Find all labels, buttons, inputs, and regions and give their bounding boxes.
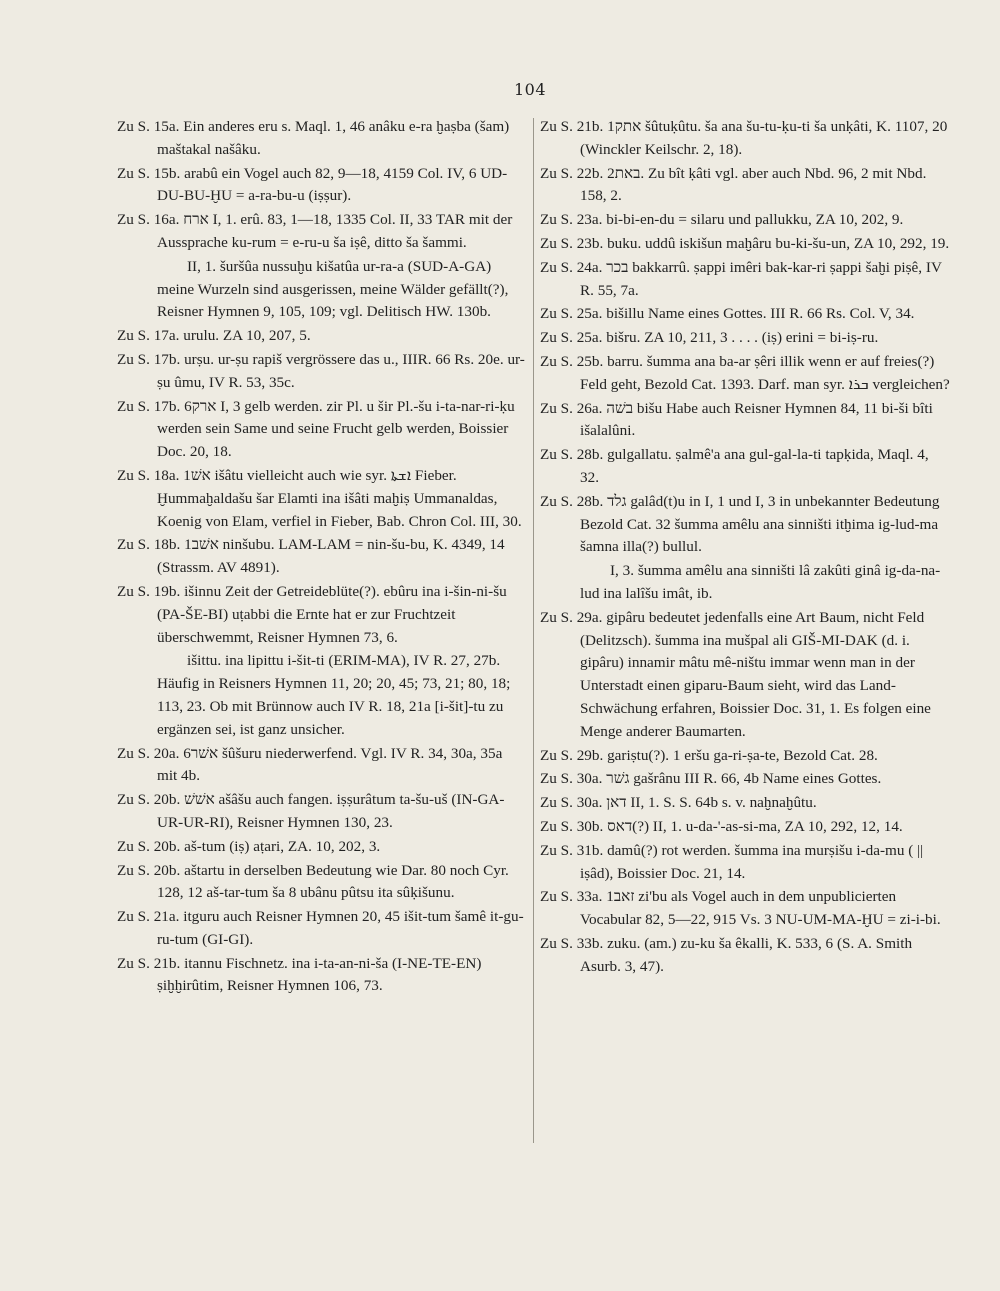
entry: Zu S. 23b. buku. uddû iskišun maḫâru bu-ki-šu-un, ZA 10, 292, 19. <box>540 234 950 252</box>
entry: Zu S. 17b. ארק6 I, 3 gelb werden. zir Pl. u šir Pl.-šu i-ta-nar-ri-ḳu werden sein Same und seine Frucht gelb werden, Boissier Doc. 20, 18. <box>117 397 515 461</box>
left-column <box>117 116 525 999</box>
entry: Zu S. 30a. דאן II, 1. S. S. 64b s. v. naḫnaḫûtu. <box>540 794 817 812</box>
entry: Zu S. 24a. בכר bakkarrû. ṣappi imêri bak-kar-ri ṣappi šaḫi piṣê, IV R. 55, 7a. <box>540 258 942 299</box>
entry: Zu S. 18a. אשׁ1 išâtu vielleicht auch wie syr. ܐܫܬܐ Fieber. Ḫummaḫaldašu šar Elamti ina išâti maḫiṣ Ummanaldas, Koenig von Elam, verfiel in Fieber, Bab. Chron Col. III, 30. <box>117 466 522 530</box>
entry: Zu S. 23a. bi-bi-en-du = silaru und pallukku, ZA 10, 202, 9. <box>540 211 904 229</box>
entry: Zu S. 22b. באת2. Zu bît ḳâti vgl. aber auch Nbd. 96, 2 mit Nbd. 158, 2. <box>540 164 927 205</box>
entry: Zu S. 15b. arabû ein Vogel auch 82, 9—18, 4159 Col. IV, 6 UD-DU-BU-ḪU = a-ra-bu-u (iṣṣur). <box>117 164 508 205</box>
entry: Zu S. 26a. בשׁה bišu Habe auch Reisner Hymnen 84, 11 bi-ši bîti išalalûni. <box>540 399 933 440</box>
entry: Zu S. 15a. Ein anderes eru s. Maql. 1, 46 anâku e-ra ḫaṣba (šam) maštakal našâku. <box>117 118 510 158</box>
entry: Zu S. 29b. gariṣtu(?). 1 eršu ga-ri-ṣa-te, Bezold Cat. 28. <box>540 746 878 764</box>
page-number: 104 <box>513 80 547 99</box>
entry: Zu S. 28b. gulgallatu. ṣalmê'a ana gul-gal-la-ti tapḳida, Maql. 4, 32. <box>540 446 929 486</box>
entry: Zu S. 25a. bišru. ZA 10, 211, 3 . . . . (iṣ) erini = bi-iṣ-ru. <box>540 329 879 347</box>
entry: Zu S. 25a. bišillu Name eines Gottes. III R. 66 Rs. Col. V, 34. <box>540 305 915 323</box>
entry: Zu S. 21b. אתק1 šûtuḳûtu. ša ana šu-tu-ḳu-ti ša unḳâti, K. 1107, 20 (Winckler Keilschr. 2, 18). <box>540 118 948 158</box>
entry: Zu S. 17b. urṣu. ur-ṣu rapiš vergrössere das u., IIIR. 66 Rs. 20e. ur-ṣu ûmu, IV R. 53, 35c. <box>117 350 525 391</box>
entry: Zu S. 17a. urulu. ZA 10, 207, 5. <box>117 327 311 345</box>
entry: Zu S. 29a. gipâru bedeutet jedenfalls eine Art Baum, nicht Feld (Delitzsch). šumma ina mušpal ali GIŠ-MI-DAK (d. i. gipâru) innamir mâtu mê-ništu immar wenn man in der Unterstadt einen giparu-Baum sieht, wird das Land-Schwächung erfahren, Boissier Doc. 31, 1. Es folgen eine Menge anderer Baumarten. <box>540 608 931 740</box>
entry: Zu S. 21b. itannu Fischnetz. ina i-ta-an-ni-ša (I-NE-TE-EN) ṣiḫḫirûtim, Reisner Hymnen 106, 73. <box>117 954 482 995</box>
entry: Zu S. 16a. ארח I, 1. erû. 83, 1—18, 1335 Col. II, 33 TAR mit der Aussprache ku-rum = e-ru-u ša iṣê, ditto ša šammi. <box>117 211 513 251</box>
entry: Zu S. 33a. זאב1 zi'bu als Vogel auch in dem unpublicierten Vocabular 82, 5—22, 915 Vs. 3 NU-UM-MA-ḪU = zi-i-bi. <box>540 888 941 929</box>
entry: Zu S. 20b. aš-tum (iṣ) aṭari, ZA. 10, 202, 3. <box>117 837 381 855</box>
entry: išittu. ina lipittu i-šit-ti (ERIM-MA), IV R. 27, 27b. Häufig in Reisners Hymnen 11, 20; 20, 45; 73, 21; 80, 18; 113, 23. Ob mit Brünnow auch IV R. 18, 21a [i-šit]-tu zu ergänzen sei, ist ganz unsicher. <box>157 652 511 738</box>
entry: Zu S. 19b. išinnu Zeit der Getreideblüte(?). ebûru ina i-šin-ni-šu (PA-ŠE-BI) uṭabbi die Ernte hat er zur Fruchtzeit überschwemmt, Reisner Hymnen 73, 6. <box>117 582 507 646</box>
entry: Zu S. 20b. aštartu in derselben Bedeutung wie Dar. 80 noch Cyr. 128, 12 aš-tar-tum ša 8 ubânu pûtsu ita sûḳišunu. <box>117 861 509 902</box>
entry: Zu S. 31b. damû(?) rot werden. šumma ina murṣišu i-da-mu ( || iṣâd), Boissier Doc. 21, 14. <box>540 841 924 882</box>
entry: Zu S. 30b. דאס(?) II, 1. u-da-'-as-si-ma, ZA 10, 292, 12, 14. <box>540 817 903 835</box>
entry: Zu S. 21a. itguru auch Reisner Hymnen 20, 45 išit-tum šamê it-gu-ru-tum (GI-GI). <box>117 908 524 948</box>
column-divider <box>533 118 534 1143</box>
entry: Zu S. 20a. אשׁר6 šûšuru niederwerfend. Vgl. IV R. 34, 30a, 35a mit 4b. <box>117 744 503 785</box>
entry: Zu S. 25b. barru. šumma ana ba-ar ṣêri illik wenn er auf freies(?) Feld geht, Bezold Cat. 1393. Darf. man syr. ܒܪܐ vergleichen? <box>540 352 950 393</box>
entry: II, 1. šuršûa nussuḫu kišatûa ur-ra-a (SUD-A-GA) meine Wurzeln sind ausgerissen, meine Wälder gefällt(?), Reisner Hymnen 9, 105, 109; vgl. Delitisch HW. 130b. <box>157 257 509 321</box>
entry: Zu S. 33b. zuku. (am.) zu-ku ša êkalli, K. 533, 6 (S. A. Smith Asurb. 3, 47). <box>540 934 913 975</box>
entry: Zu S. 18b. אשׁב1 ninšubu. LAM-LAM = nin-šu-bu, K. 4349, 14 (Strassm. AV 4891). <box>117 536 505 577</box>
entry: Zu S. 28b. גלד galâd(t)u in I, 1 und I, 3 in unbekannter Bedeutung Bezold Cat. 32 šumma amêlu ana sinništi itḫima ig-lud-ma šamna illa(?) bullul. <box>540 492 940 556</box>
entry: I, 3. šumma amêlu ana sinništi lâ zakûti ginâ ig-da-na-lud ina lalîšu imât, ib. <box>580 562 941 602</box>
right-column <box>540 116 950 979</box>
entry: Zu S. 20b. אשׁשׁ ašâšu auch fangen. iṣṣurâtum ta-šu-uš (IN-GA-UR-UR-RI), Reisner Hymnen 130, 23. <box>117 791 505 831</box>
entry: Zu S. 30a. גשׁר gašrânu III R. 66, 4b Name eines Gottes. <box>540 770 882 788</box>
